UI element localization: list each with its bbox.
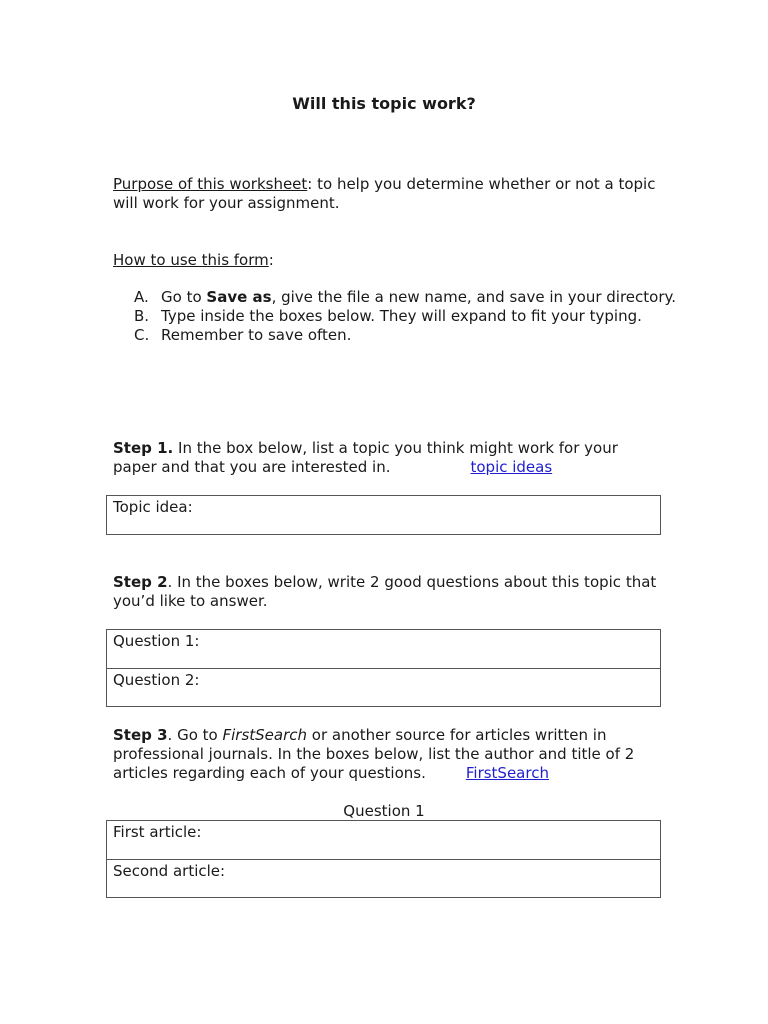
step-3-label: Step 3 bbox=[113, 726, 168, 744]
how-to-suffix: : bbox=[268, 251, 274, 269]
step-3-text: . Go to bbox=[167, 726, 223, 744]
purpose-paragraph bbox=[113, 175, 661, 213]
step-3-text: or another source for articles written in professional journals. In the boxes below, list the author and title of 2 articles regarding each of your questions. bbox=[113, 726, 635, 782]
first-article-label: First article: bbox=[113, 823, 202, 841]
how-to-heading bbox=[113, 251, 661, 270]
question-2-label: Question 2: bbox=[113, 671, 200, 689]
list-marker: A. bbox=[134, 288, 149, 306]
topic-ideas-link[interactable]: topic ideas bbox=[470, 458, 553, 476]
question-1-label: Question 1: bbox=[113, 632, 200, 650]
purpose-text: : to help you determine whether or not a topic will work for your assignment. bbox=[113, 175, 656, 212]
list-item bbox=[134, 326, 691, 345]
question-1-heading: Question 1 bbox=[343, 802, 425, 820]
list-item bbox=[134, 288, 691, 307]
second-article-field[interactable] bbox=[107, 859, 660, 897]
firstsearch-name: FirstSearch bbox=[222, 726, 308, 744]
step-2-label: Step 2 bbox=[113, 573, 168, 591]
topic-idea-box[interactable] bbox=[106, 495, 661, 535]
page-title: Will this topic work? bbox=[292, 94, 476, 113]
first-article-field[interactable] bbox=[107, 821, 660, 859]
step-3-instructions bbox=[113, 726, 661, 783]
list-marker: B. bbox=[134, 307, 150, 325]
list-marker: C. bbox=[134, 326, 150, 344]
list-item-text: Go to bbox=[161, 288, 207, 306]
step-1-text: In the box below, list a topic you think might work for your paper and that you are interested in. bbox=[113, 439, 618, 476]
step-2-text: . In the boxes below, write 2 good questions about this topic that you’d like to answer. bbox=[113, 573, 657, 610]
list-item-text: Remember to save often. bbox=[161, 326, 352, 344]
list-item bbox=[134, 307, 691, 326]
step-1-instructions bbox=[113, 439, 661, 477]
articles-box[interactable] bbox=[106, 820, 661, 898]
firstsearch-link[interactable]: FirstSearch bbox=[465, 764, 549, 782]
step-1-label: Step 1. bbox=[113, 439, 174, 457]
purpose-label: Purpose of this worksheet bbox=[113, 175, 308, 193]
how-to-label: How to use this form bbox=[113, 251, 269, 269]
question-2-field[interactable] bbox=[107, 668, 660, 706]
list-item-text: Type inside the boxes below. They will expand to fit your typing. bbox=[161, 307, 642, 325]
instructions-list bbox=[113, 288, 691, 345]
questions-box[interactable] bbox=[106, 629, 661, 707]
list-item-text: , give the file a new name, and save in your directory. bbox=[271, 288, 677, 306]
save-as-command: Save as bbox=[206, 288, 272, 306]
topic-idea-label: Topic idea: bbox=[113, 498, 193, 516]
second-article-label: Second article: bbox=[113, 862, 226, 880]
topic-idea-field[interactable] bbox=[107, 496, 660, 534]
step-2-instructions bbox=[113, 573, 661, 611]
question-1-field[interactable] bbox=[107, 630, 660, 668]
